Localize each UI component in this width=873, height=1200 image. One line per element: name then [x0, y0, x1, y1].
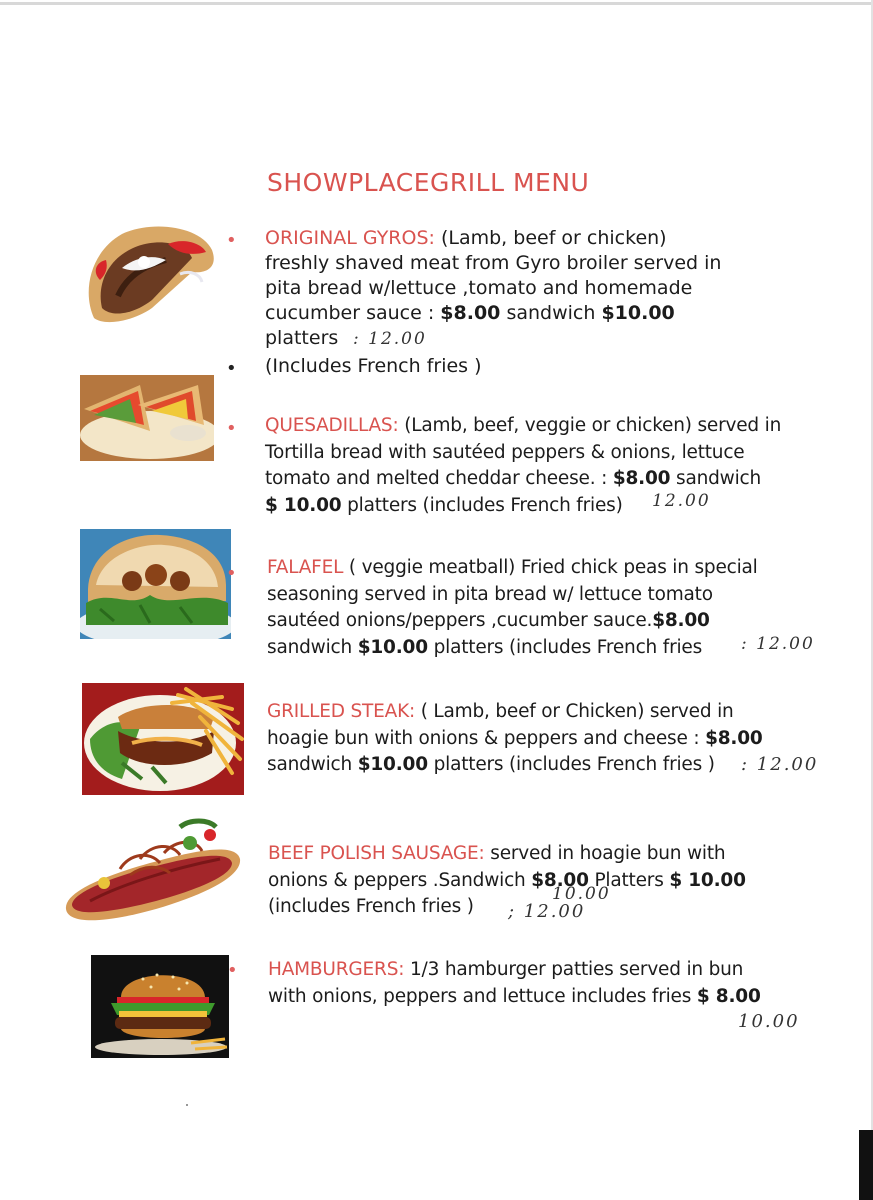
handwritten-price: 12.00 [652, 491, 711, 511]
gyros-photo [82, 222, 220, 326]
bullet-icon: • [226, 230, 237, 251]
item-text-tail: platters [265, 327, 339, 349]
quesadillas-photo [80, 375, 214, 461]
price-platter: $10.00 [357, 754, 428, 775]
sausage-photo [60, 813, 242, 935]
bullet-icon: • [226, 418, 237, 439]
price-sandwich: $8.00 [440, 302, 501, 324]
item-name: QUESADILLAS: [265, 415, 399, 436]
item-name: HAMBURGERS: [268, 959, 405, 980]
falafel-photo [80, 529, 231, 639]
item-text-tail: platters (includes French fries [427, 636, 703, 658]
price-platter: $10.00 [601, 302, 675, 324]
item-text-mid: sandwich [267, 636, 353, 658]
price-sandwich: $8.00 [612, 468, 671, 489]
price-sandwich: $8.00 [652, 610, 710, 631]
item-text: (Lamb, beef or chicken) freshly shaved meat from Gyro broiler served in pita bread w/lettuce ,tomato and homemade cucumber sauce : [265, 227, 722, 324]
handwritten-price: 10.00 [552, 884, 611, 904]
hamburgers-photo [91, 955, 229, 1058]
handwritten-price: 10.00 [738, 1011, 800, 1032]
item-text: (Lamb, beef, veggie or chicken) served in Tortilla bread with sautéed peppers & onions, lettuce tomato and melted cheddar cheese. : [265, 415, 782, 489]
handwritten-price: : 12.00 [353, 329, 427, 349]
bullet-icon: • [226, 563, 237, 584]
item-name: BEEF POLISH SAUSAGE: [268, 843, 485, 864]
item-text-tail: (includes French fries ) [268, 896, 474, 917]
item-name: FALAFEL [267, 557, 344, 578]
item-text-mid: Platters [588, 869, 670, 891]
item-description [265, 226, 825, 351]
handwritten-price: : 12.00 [741, 754, 819, 775]
item-text: ( Lamb, beef or Chicken) served in hoagie bun with onions & peppers and cheese : [267, 701, 734, 749]
scan-corner-shadow [859, 1130, 873, 1200]
item-text-mid: sandwich [267, 754, 353, 775]
item-text-tail: platters (includes French fries ) [427, 754, 715, 775]
item-extra: (Includes French fries ) [265, 355, 482, 377]
item-description [265, 413, 845, 519]
handwritten-price-2: ; 12.00 [508, 901, 586, 922]
price-platter: $ 10.00 [669, 869, 746, 891]
price-sandwich: $ 8.00 [696, 985, 761, 1007]
item-description [268, 957, 848, 1010]
scan-edge-top [0, 2, 873, 5]
item-name: GRILLED STEAK: [267, 701, 416, 722]
bullet-icon: • [227, 960, 238, 981]
menu-title: SHOWPLACEGRILL MENU [267, 168, 590, 197]
item-text-tail: platters (includes French fries) [341, 494, 623, 516]
item-text: served in hoagie bun with onions & peppers .Sandwich [268, 843, 726, 891]
item-text-mid: sandwich [676, 468, 762, 489]
bullet-icon: • [226, 358, 237, 379]
item-text: 1/3 hamburger patties served in bun with onions, peppers and lettuce includes fries [268, 959, 744, 1007]
price-platter: $10.00 [357, 636, 428, 658]
item-text-mid: sandwich [500, 302, 602, 324]
price-sandwich: $8.00 [531, 869, 589, 891]
scan-speck [186, 1104, 188, 1106]
steak-photo [82, 683, 244, 795]
item-text: ( veggie meatball) Fried chick peas in special seasoning served in pita bread w/ lettuce tomato sautéed onions/peppers ,cucumber sauce. [267, 557, 758, 631]
price-sandwich: $8.00 [705, 727, 763, 749]
price-platter: $ 10.00 [265, 494, 342, 516]
handwritten-price: : 12.00 [741, 634, 815, 654]
item-name: ORIGINAL GYROS: [265, 227, 435, 249]
